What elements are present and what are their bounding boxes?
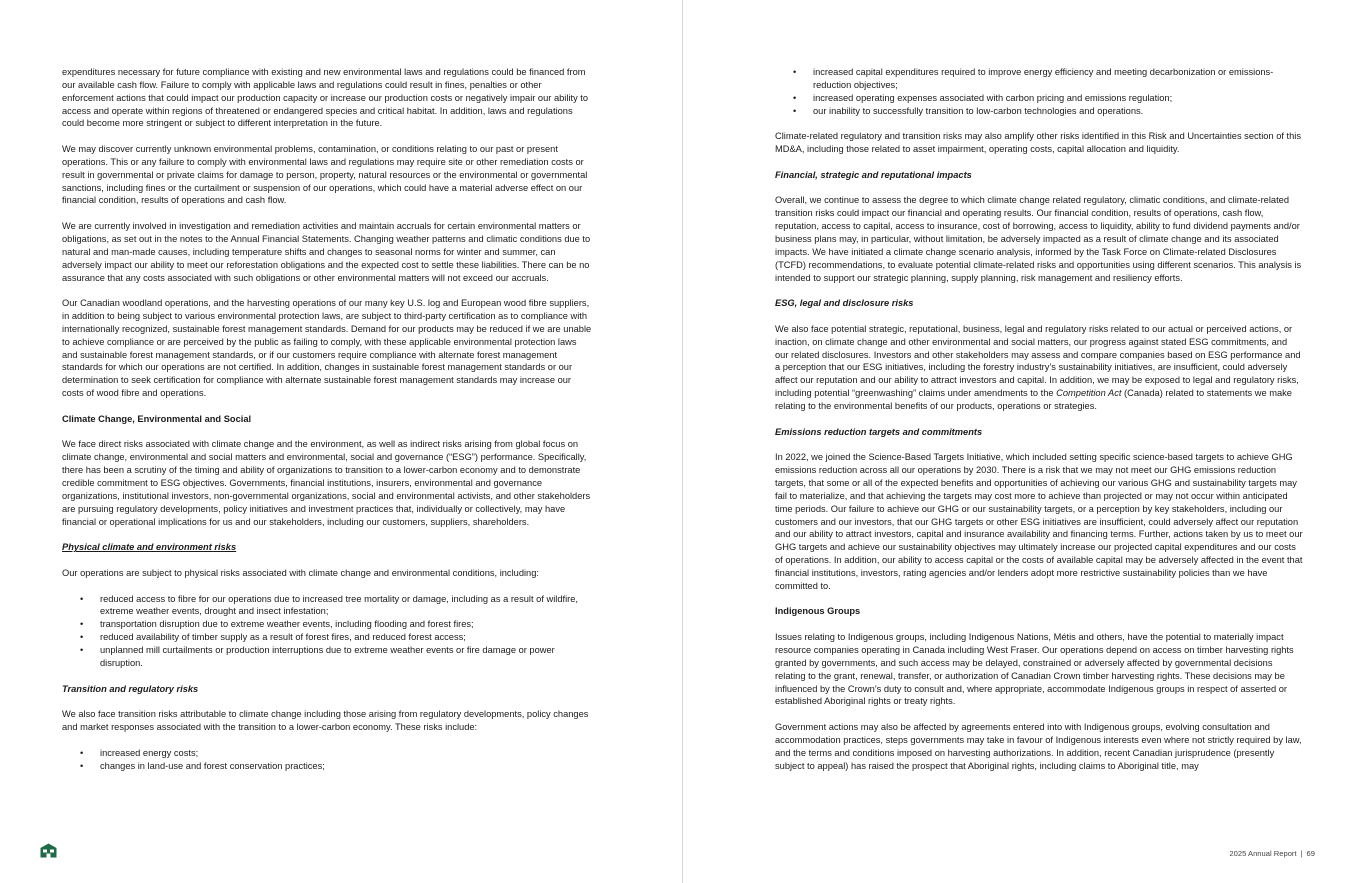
- paragraph: Issues relating to Indigenous groups, including Indigenous Nations, Métis and others, have the potential to materially impact resource companies operating in Canada including West Fraser. Our operations depend on access on timber harvesting rights granted by governments, and such access may be delayed, constrained or adversely affected by governmental decisions relating to the grant, renewal, transfer, or authorization of Canadian Crown timber harvesting rights. These decisions may be influenced by the Crown’s duty to consult and, where appropriate, accommodate Indigenous groups in respect of asserted or established Aboriginal rights or treaty rights.: [775, 632, 1294, 707]
- paragraph: We face direct risks associated with climate change and the environment, as well as indirect risks arising from global focus on climate change, environmental and social matters and environmental, social and governance (“ESG”) performance. Specifically, there has been a scrutiny of the timing and ability of organizations to transition to a lower-carbon economy and to demonstrate credible commitment to ESG objectives. Governments, financial institutions, insurers, environmental and governance organizations, institutional investors, non-governmental organizations, social and environmental activists, and other stakeholders are pursuing regulatory developments, policy initiatives and investment practices that, individually or collectively, may have financial or operational implications for us and our stakeholders, including our customers, suppliers, shareholders.: [62, 439, 591, 527]
- list-item: • transportation disruption due to extreme weather events, including flooding and forest fires;: [62, 618, 592, 631]
- paragraph: Climate-related regulatory and transition risks may also amplify other risks identified in this Risk and Uncertainties section of this MD&A, including those related to asset impairment, operating costs, capital allocation and liquidity.: [775, 131, 1302, 155]
- home-icon[interactable]: [40, 843, 57, 858]
- act-title: Competition Act: [1056, 388, 1122, 399]
- list-item: • reduced availability of timber supply as a result of forest fires, and reduced forest access;: [62, 631, 592, 644]
- paragraph: We also face transition risks attributable to climate change including those arising from regulatory developments, policy changes and market responses associated with the transition to a lower-carbon economy. These risks include:: [62, 709, 589, 733]
- text-span: We also face potential strategic, reputational, business, legal and regulatory risks related to our actual or perceived actions, or inaction, on climate change and other environmental and social matters, our progress against stated ESG commitments, and our related disclosures. Investors and other stakeholders may assess and compare companies based on ESG performance and a perception that our ESG initiatives, including the forestry industry’s sustainability initiatives, are insufficient, could adversely affect our reputation and our ability to attract investors and capital. In addition, we may be exposed to legal and regulatory risks, including potential “greenwashing” claims under amendments to the: [775, 323, 1301, 399]
- paragraph: [775, 323, 1303, 413]
- list-item: • our inability to successfully transition to low-carbon technologies and operations.: [775, 105, 1303, 118]
- right-column: [775, 66, 1303, 785]
- list-item: • unplanned mill curtailments or production interruptions due to extreme weather events or fire damage or power disruption.: [62, 644, 592, 670]
- list-item: • increased operating expenses associated with carbon pricing and emissions regulation;: [775, 92, 1303, 105]
- section-heading: Indigenous Groups: [775, 606, 861, 617]
- left-column: [62, 66, 592, 772]
- footer-separator: |: [1300, 849, 1303, 858]
- bullet-list: [775, 66, 1303, 117]
- subsection-heading: Physical climate and environment risks: [62, 542, 237, 553]
- list-item: • increased capital expenditures required to improve energy efficiency and meeting decarbonization or emissions-reduction objectives;: [775, 66, 1303, 92]
- list-item: • increased energy costs;: [62, 747, 592, 760]
- paragraph: We may discover currently unknown environmental problems, contamination, or conditions relating to our past or present operations. This or any failure to comply with environmental laws and regulations may require site or other remediation costs or result in governmental or private claims for damage to person, property, natural resources or the environmental or governmental sanctions, including fines or the curtailment or suspension of our operations, which could have a material adverse effect on our financial condition, results of operations and cash flow.: [62, 144, 588, 206]
- page-divider: [682, 0, 683, 883]
- subsection-heading: Emissions reduction targets and commitments: [775, 426, 983, 437]
- page-footer: [1229, 849, 1315, 858]
- text-span: (Canada) related to statements we make relating to the environmental benefits of our products, operations or strategies.: [775, 388, 1292, 411]
- section-heading: Climate Change, Environmental and Social: [62, 413, 252, 424]
- bullet-list: [62, 747, 592, 773]
- paragraph: In 2022, we joined the Science-Based Targets Initiative, which included setting specific science-based targets to achieve GHG emissions reduction across all our operations by 2030. There is a risk that we may not meet our GHG emissions reduction targets, that some or all of the expected benefits and opportunities of achieving our various GHG and sustainability targets may fail to materialize, and that achieving the targets may cost more to achieve than projected or may not occur within anticipated time periods. Our failure to achieve our GHG or our sustainability targets, or a perception by key stakeholders, including our customers and our investors, that our GHG targets or other ESG initiatives are insufficient, could adversely affect our reputation and our ability to attract investors, capital and insurance availability and financing terms. Further, actions taken by us to meet our GHG targets and achieve our sustainability objectives may ultimately increase our projected capital expenditures and our costs of operations. In addition, our ability to access capital or the costs of available capital may be adversely affected in the event that financial institutions, investors, rating agencies and/or lenders adopt more restrictive sustainability policies than we have committed to.: [775, 452, 1303, 591]
- report-title: 2025 Annual Report: [1229, 849, 1297, 858]
- page-number: 69: [1306, 849, 1315, 858]
- subsection-heading: Financial, strategic and reputational impacts: [775, 169, 972, 180]
- paragraph: expenditures necessary for future compliance with existing and new environmental laws and regulations could be financed from our available cash flow. Failure to comply with applicable laws and regulations could result in fines, penalties or other enforcement actions that could impact our production capacity or increase our production costs or negatively impair our ability to access and operate within regions of threatened or endangered species and critical habitat. In addition, laws and regulations could become more stringent or subject to different interpretation in the future.: [62, 67, 589, 129]
- paragraph: We are currently involved in investigation and remediation activities and maintain accruals for certain environmental matters or obligations, as set out in the notes to the Annual Financial Statements. Changing weather patterns and climatic conditions due to natural and man-made causes, including temperature shifts and changes to seasonal norms for winter and summer, can adversely impact our ability to meet our reforestation obligations and the expected cost to settle these liabilities. There can be no assurance that any costs associated with such obligations or other environmental matters will not exceed our accruals.: [62, 221, 591, 283]
- subsection-heading: Transition and regulatory risks: [62, 683, 199, 694]
- list-item: • changes in land-use and forest conservation practices;: [62, 760, 592, 773]
- paragraph: Our operations are subject to physical risks associated with climate change and environmental conditions, including:: [62, 567, 539, 578]
- paragraph: Our Canadian woodland operations, and the harvesting operations of our many key U.S. log and European wood fibre suppliers, in addition to being subject to various environmental protection laws, are subject to third-party certification as to compliance with internationally recognized, sustainable forest management standards. Demand for our products may be reduced if we are unable to achieve compliance or are perceived by the public as failing to comply, with these applicable environmental protection laws and sustainable forest management standards, or if our customers require compliance with alternate forest management standards for which our operations are not certified. In addition, changes in sustainable forest management standards or our determination to seek certification for compliance with alternate sustainable forest management standards may increase our costs of wood fibre and operations.: [62, 298, 592, 399]
- paragraph: Overall, we continue to assess the degree to which climate change related regulatory, climatic conditions, and climate-related transition risks could impact our financial and operating results. Our financial condition, results of operations, cash flow, reputation, access to capital, access to insurance, cost of borrowing, access to liquidity, ability to fund dividend payments and/or business plans may, in particular, without limitation, be adversely impacted as a result of climate change and its associated impacts. We have initiated a climate change scenario analysis, informed by the Task Force on Climate-related Disclosures (TCFD) recommendations, to evaluate potential climate-related risks and opportunities using different scenarios. This analysis is intended to support our strategic planning, supply planning, risk management and resiliency efforts.: [775, 195, 1302, 283]
- list-item: • reduced access to fibre for our operations due to increased tree mortality or damage, including as a result of wildfire, extreme weather events, drought and insect infestation;: [62, 593, 592, 619]
- paragraph: Government actions may also be affected by agreements entered into with Indigenous groups, evolving consultation and accommodation practices, steps governments may take in favour of Indigenous interests even where not strictly required by law, and the terms and conditions imposed on harvesting authorizations. In addition, recent Canadian jurisprudence (presently subject to appeal) has raised the prospect that Aboriginal rights, including claims to Aboriginal title, may: [775, 722, 1302, 771]
- bullet-list: [62, 593, 592, 670]
- subsection-heading: ESG, legal and disclosure risks: [775, 298, 914, 309]
